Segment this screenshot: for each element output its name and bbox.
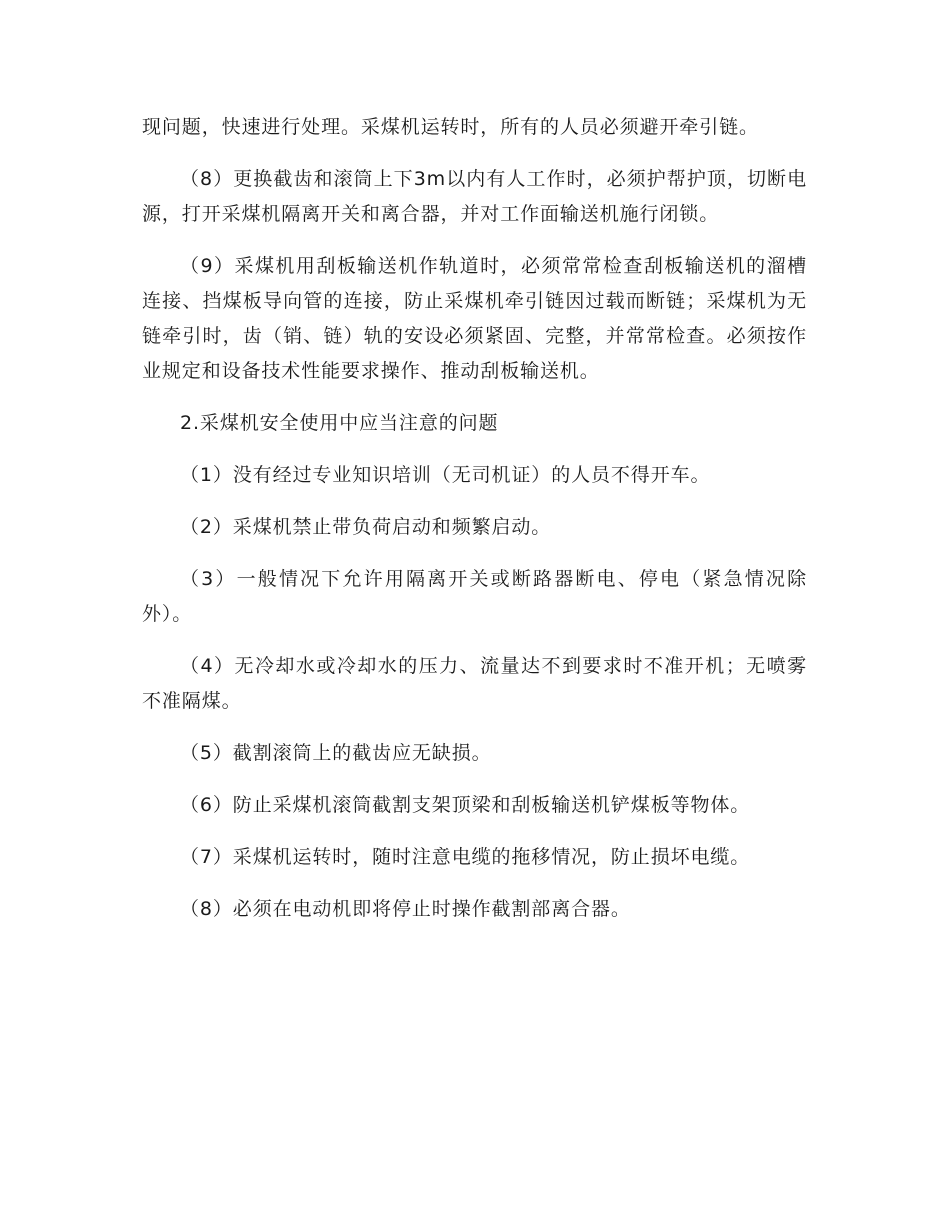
document-body	[142, 110, 807, 944]
paragraph-item-8: （8）更换截齿和滚筒上下3m以内有人工作时，必须护帮护顶，切断电源，打开采煤机隔离开关和离合器，并对工作面输送机施行闭锁。	[142, 168, 807, 225]
paragraph-item-3: （3）一般情况下允许用隔离开关或断路器断电、停电（紧急情况除外）。	[142, 568, 807, 625]
paragraph-item-2: （2）采煤机禁止带负荷启动和频繁启动。	[180, 516, 552, 538]
section-heading: 2.采煤机安全使用中应当注意的问题	[180, 412, 499, 434]
paragraph-item-7: （7）采煤机运转时，随时注意电缆的拖移情况，防止损坏电缆。	[180, 846, 751, 868]
paragraph-item-1: （1）没有经过专业知识培训（无司机证）的人员不得开车。	[180, 464, 711, 486]
paragraph-item-4: （4）无冷却水或冷却水的压力、流量达不到要求时不准开机；无喷雾不准隔煤。	[142, 655, 807, 712]
paragraph-continuation: 现问题，快速进行处理。采煤机运转时，所有的人员必须避开牵引链。	[142, 116, 759, 138]
paragraph-item-6: （6）防止采煤机滚筒截割支架顶梁和刮板输送机铲煤板等物体。	[180, 794, 751, 816]
paragraph-item-9: （9）采煤机用刮板输送机作轨道时，必须常常检查刮板输送机的溜槽连接、挡煤板导向管的连接，防止采煤机牵引链因过载而断链；采煤机为无链牵引时，齿（销、链）轨的安设必须紧固、完整，并常常检查。必须按作业规定和设备技术性能要求操作、推动刮板输送机。	[142, 255, 807, 382]
paragraph-item-5: （5）截割滚筒上的截齿应无缺损。	[180, 742, 492, 764]
paragraph-item-8b: （8）必须在电动机即将停止时操作截割部离合器。	[180, 898, 631, 920]
